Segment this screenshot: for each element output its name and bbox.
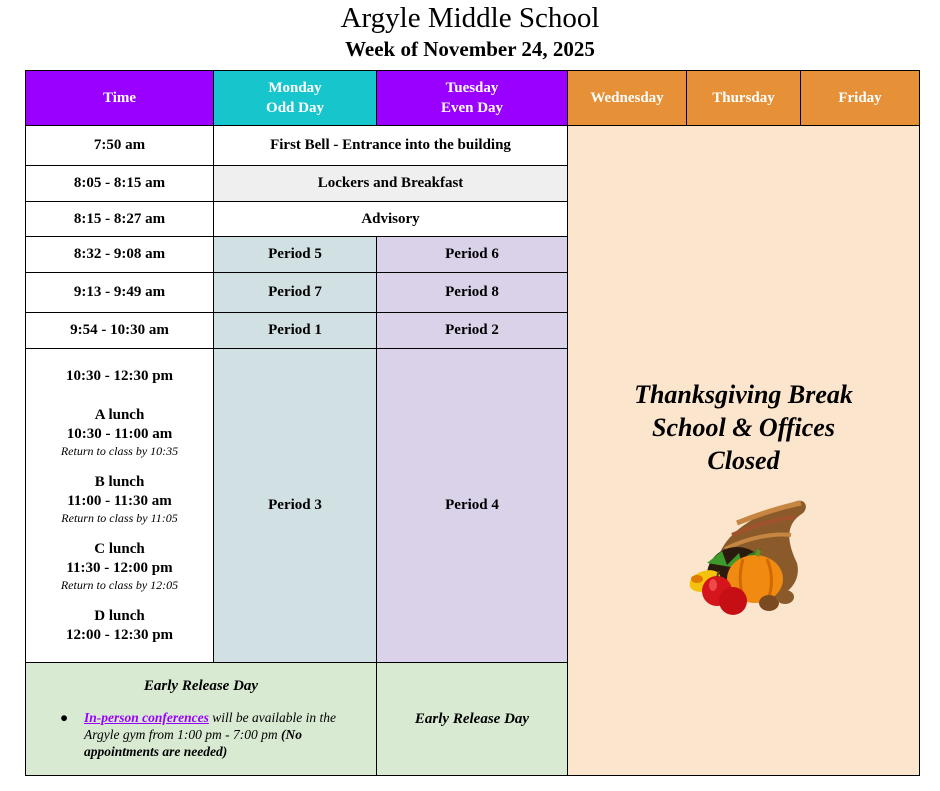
time-cell: 8:15 - 8:27 am <box>26 202 214 237</box>
b-lunch-note: Return to class by 11:05 <box>61 510 178 525</box>
page-subtitle: Week of November 24, 2025 <box>345 37 595 61</box>
header-row <box>26 71 920 126</box>
lunch-range: 10:30 - 12:30 pm <box>65 367 174 384</box>
tuesday-period-cell: Period 2 <box>377 313 568 349</box>
all-day-cell: Advisory <box>214 202 568 237</box>
closed-line-3: Closed <box>707 445 780 475</box>
early-release-title-tuesday: Early Release Day <box>414 710 530 727</box>
conference-note <box>30 709 372 760</box>
monday-period-cell: Period 7 <box>214 273 377 313</box>
a-lunch-time: 10:30 - 11:00 am <box>66 425 173 442</box>
tuesday-period-cell: Period 6 <box>377 237 568 273</box>
time-cell: 9:13 - 9:49 am <box>26 273 214 313</box>
tuesday-period-cell: Period 8 <box>377 273 568 313</box>
a-lunch-note: Return to class by 10:35 <box>60 443 179 458</box>
c-lunch-time: 11:30 - 12:00 pm <box>66 559 173 576</box>
monday-period-cell: Period 3 <box>214 349 377 663</box>
header-friday: Friday <box>801 71 920 126</box>
thanksgiving-closed-cell <box>568 126 920 776</box>
tuesday-early-release-cell <box>377 663 568 776</box>
monday-period-cell: Period 1 <box>214 313 377 349</box>
c-lunch-note: Return to class by 12:05 <box>60 577 179 592</box>
page-title: Argyle Middle School <box>340 2 600 34</box>
header-monday <box>214 71 377 126</box>
conference-note-bold: (No appointments are needed) <box>84 727 302 759</box>
monday-period-cell: Period 5 <box>214 237 377 273</box>
header-monday-day: Monday <box>268 80 322 96</box>
table-row <box>26 126 920 166</box>
b-lunch-label: B lunch <box>94 473 145 490</box>
header-time: Time <box>26 71 214 126</box>
d-lunch-label: D lunch <box>94 607 145 624</box>
closed-line-2: School & Offices <box>652 412 835 442</box>
all-day-cell: First Bell - Entrance into the building <box>214 126 568 166</box>
lunch-time-cell <box>26 349 214 663</box>
header-tuesday <box>377 71 568 126</box>
header-tuesday-type: Even Day <box>440 100 504 116</box>
header-tuesday-day: Tuesday <box>445 80 499 96</box>
conference-text: will be available in the Argyle gym from 1:00 pm - 7:00 pm <box>84 710 336 742</box>
a-lunch-label: A lunch <box>94 406 145 423</box>
c-lunch-label: C lunch <box>94 540 145 557</box>
monday-early-release-cell <box>26 663 377 776</box>
closed-line-1: Thanksgiving Break <box>634 379 853 409</box>
time-cell: 7:50 am <box>26 126 214 166</box>
header-monday-type: Odd Day <box>266 100 324 116</box>
time-cell: 9:54 - 10:30 am <box>26 313 214 349</box>
in-person-conferences-link[interactable]: In-person conferences <box>84 710 209 725</box>
schedule-table <box>25 70 920 776</box>
time-cell: 8:05 - 8:15 am <box>26 166 214 202</box>
cornucopia-icon <box>677 493 811 619</box>
early-release-title: Early Release Day <box>143 678 259 694</box>
time-cell: 8:32 - 9:08 am <box>26 237 214 273</box>
d-lunch-time: 12:00 - 12:30 pm <box>65 626 174 643</box>
bullet-icon: ● <box>60 710 69 725</box>
tuesday-period-cell: Period 4 <box>377 349 568 663</box>
b-lunch-time: 11:00 - 11:30 am <box>67 492 172 509</box>
all-day-cell: Lockers and Breakfast <box>214 166 568 202</box>
header-wednesday: Wednesday <box>568 71 687 126</box>
header-thursday: Thursday <box>687 71 801 126</box>
closed-message <box>572 378 915 477</box>
